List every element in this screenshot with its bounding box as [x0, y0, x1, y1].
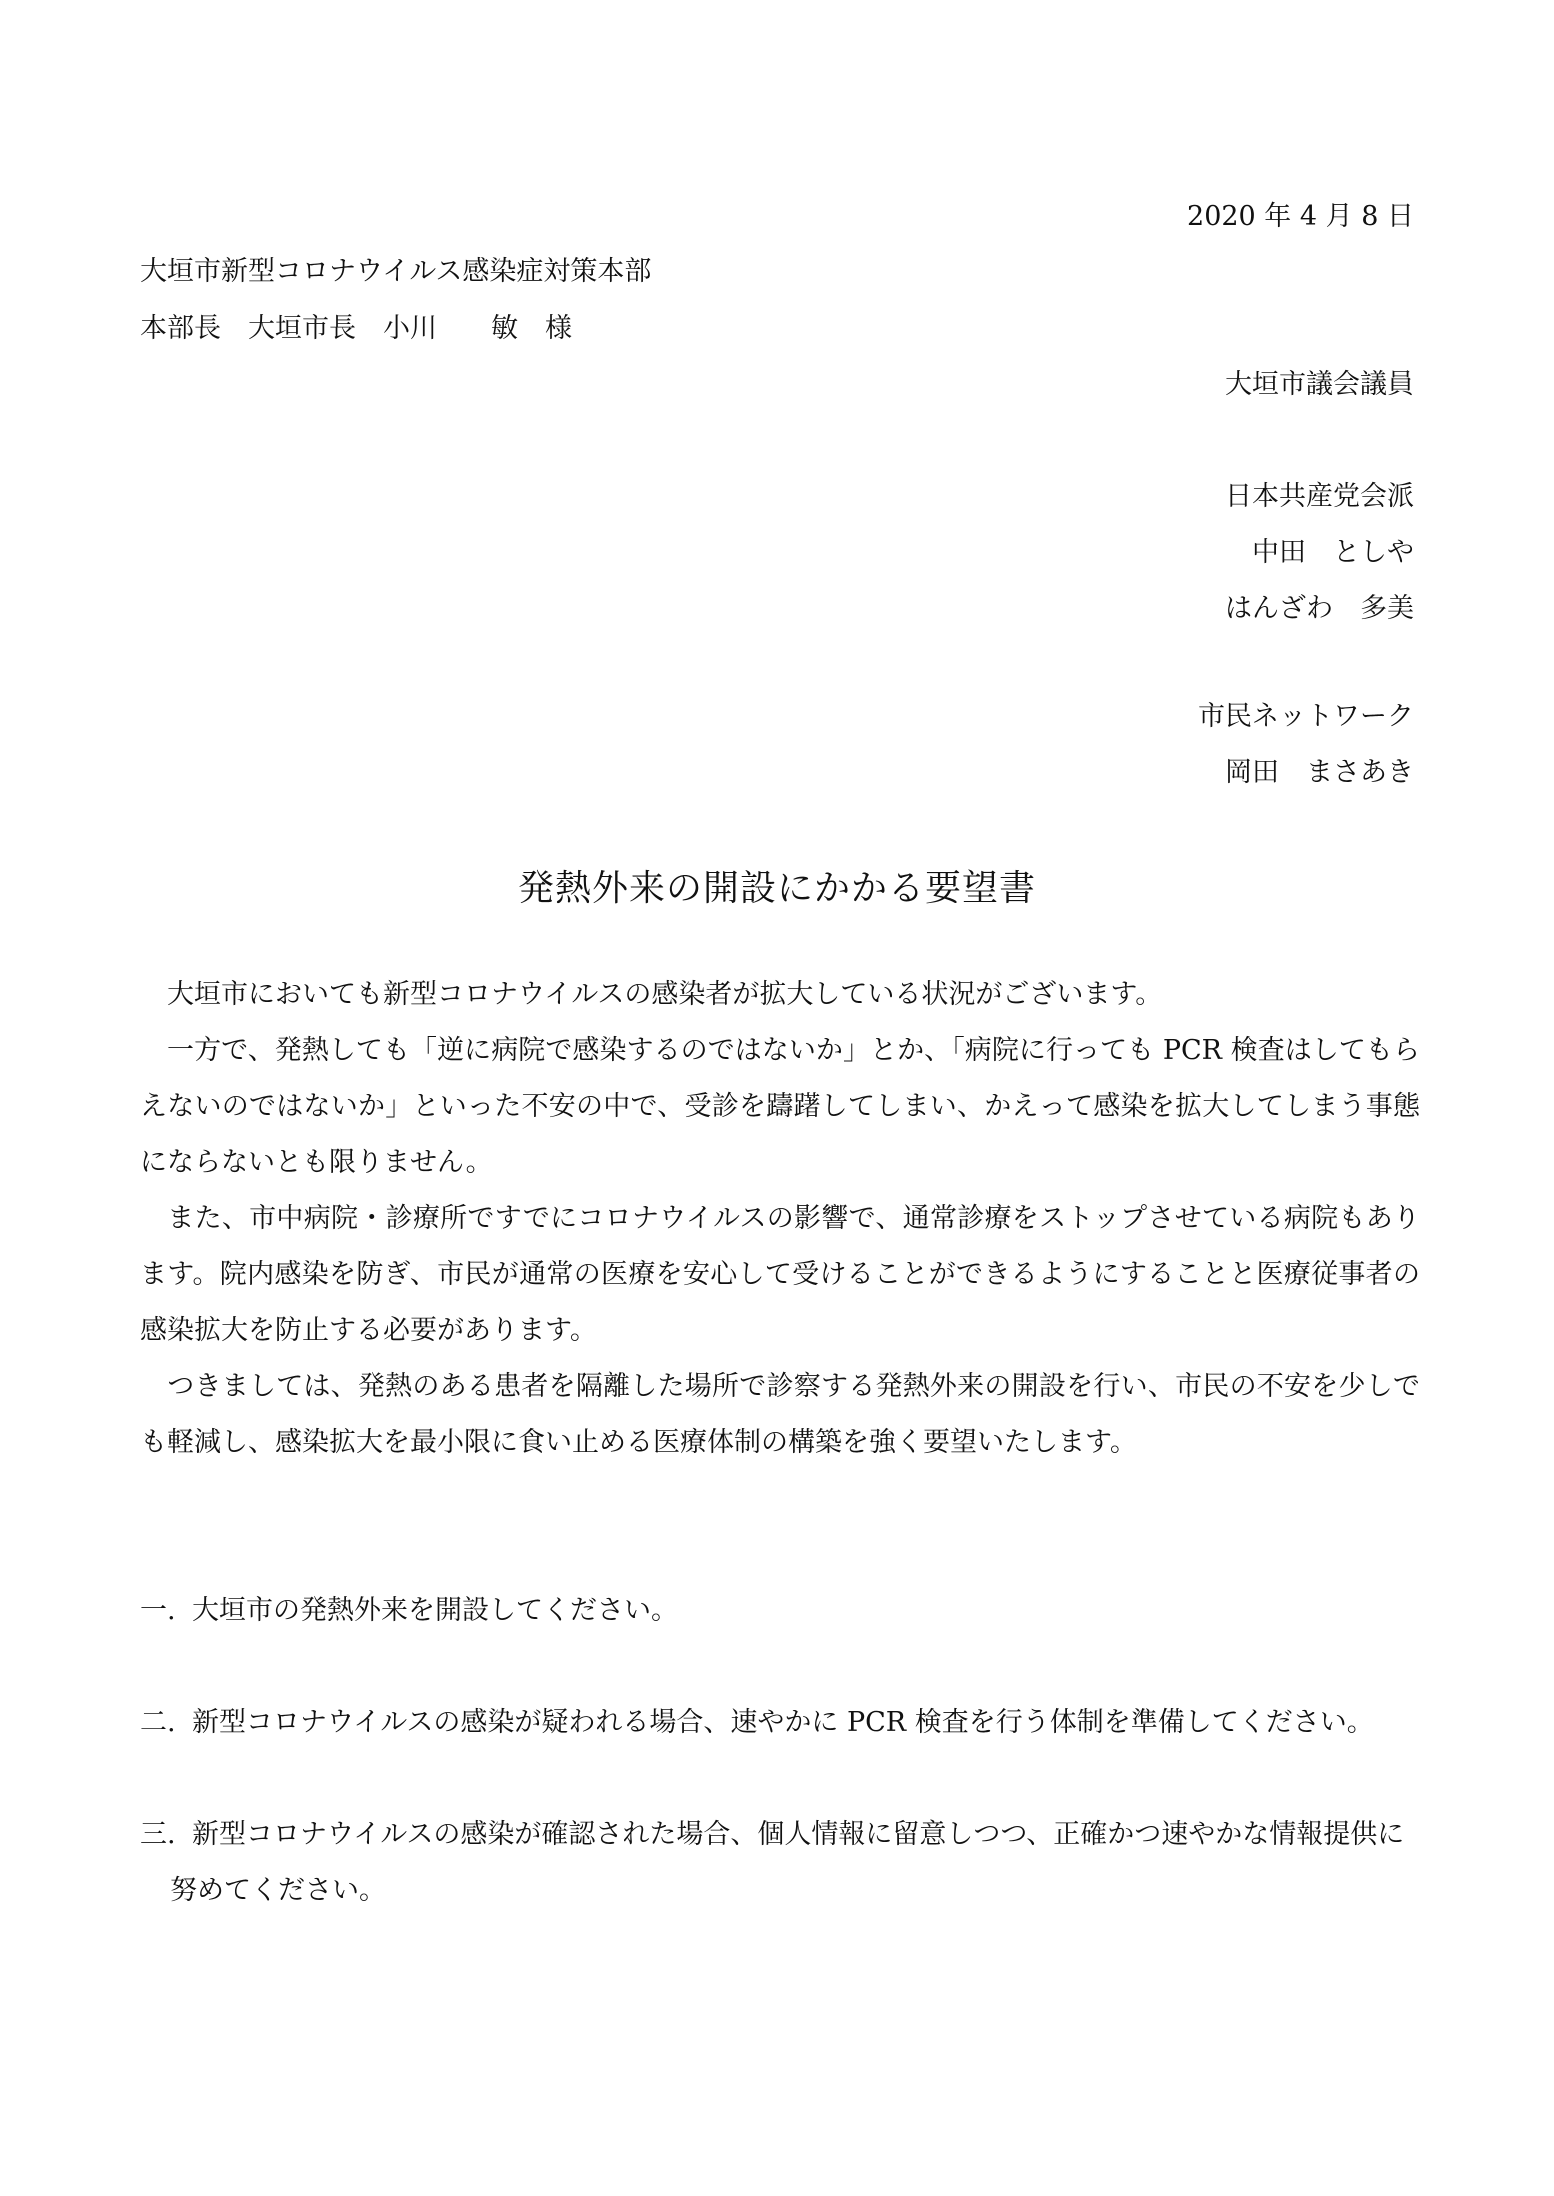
request-text-continuation: 努めてください。	[170, 1875, 386, 1906]
sender-group-network: 市民ネットワーク	[1198, 701, 1414, 732]
sender-group-jcp: 日本共産党会派	[1225, 481, 1414, 512]
addressee-organization: 大垣市新型コロナウイルス感染症対策本部	[140, 256, 652, 287]
addressee-person: 本部長 大垣市長 小川 敏 様	[140, 313, 572, 344]
request-text: 新型コロナウイルスの感染が疑われる場合、速やかに PCR 検査を行う体制を準備してください。	[192, 1707, 1374, 1738]
request-text: 新型コロナウイルスの感染が確認された場合、個人情報に留意しつつ、正確かつ速やかな情報提供に	[192, 1819, 1405, 1850]
body-paragraph-4: つきましては、発熱のある患者を隔離した場所で診察する発熱外来の開設を行い、市民の不安を少しでも軽減し、感染拡大を最小限に食い止める医療体制の構築を強く要望いたします。	[140, 1371, 1420, 1458]
request-item-2	[140, 1695, 1430, 1751]
request-number: 三.	[140, 1819, 176, 1850]
request-number: 一.	[140, 1595, 176, 1626]
sender-member-hanzawa: はんざわ 多美	[1225, 593, 1414, 624]
document-date: 2020 年 4 月 8 日	[1187, 201, 1414, 232]
request-item-1	[140, 1583, 1430, 1639]
sender-member-okada: 岡田 まさあき	[1225, 757, 1414, 788]
request-text: 大垣市の発熱外来を開設してください。	[192, 1595, 678, 1626]
body-paragraph-2: 一方で、発熱しても「逆に病院で感染するのではないか」とか、「病院に行っても PCR 検査はしてもらえないのではないか」といった不安の中で、受診を躊躇してしまい、かえって感染を拡大してしまう事態にならないとも限りません。	[140, 1035, 1420, 1178]
sender-member-nakata: 中田 としや	[1252, 537, 1414, 568]
body-paragraph-1: 大垣市においても新型コロナウイルスの感染者が拡大している状況がございます。	[140, 979, 1163, 1010]
sender-role: 大垣市議会議員	[1225, 369, 1414, 400]
document-title: 発熱外来の開設にかかる要望書	[517, 868, 1036, 909]
body-paragraph-3: また、市中病院・診療所ですでにコロナウイルスの影響で、通常診療をストップさせている病院もあります。院内感染を防ぎ、市民が通常の医療を安心して受けることができるようにすることと医療従事者の感染拡大を防止する必要があります。	[140, 1203, 1420, 1346]
request-item-3	[140, 1807, 1430, 1919]
request-number: 二.	[140, 1707, 176, 1738]
